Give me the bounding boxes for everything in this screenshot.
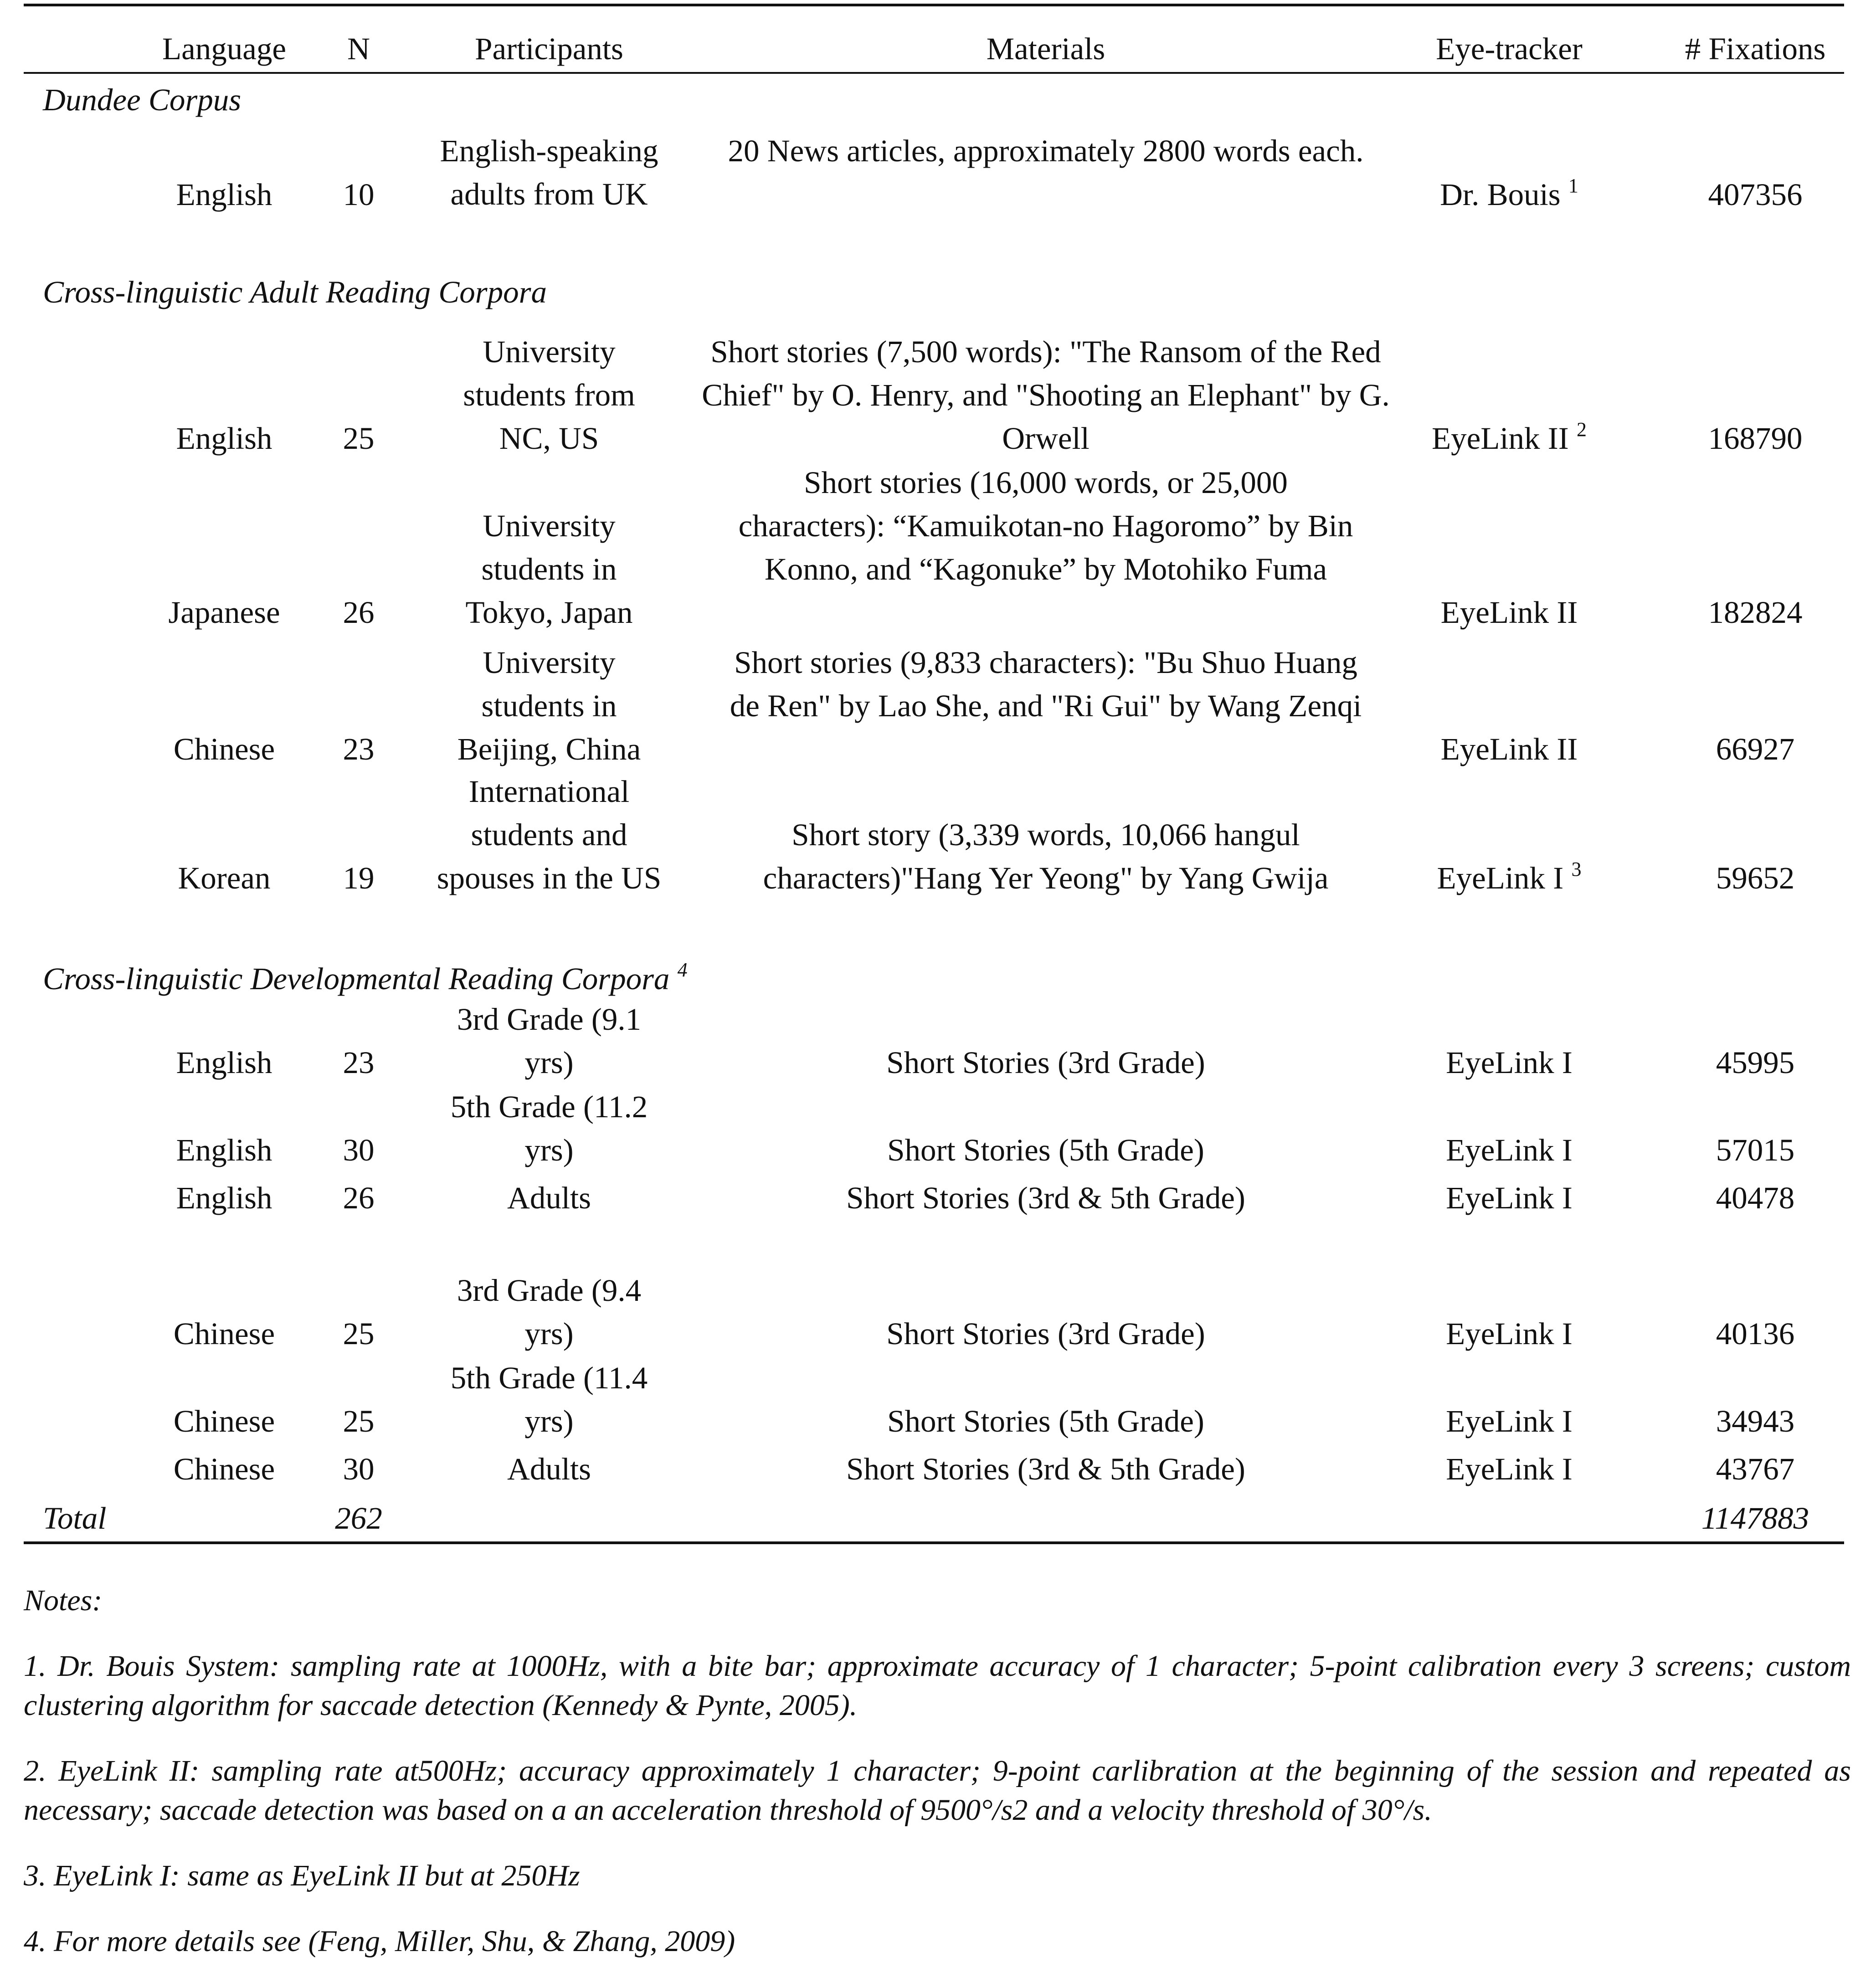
table-notes — [24, 1581, 1851, 1961]
cell-language: English — [176, 1133, 272, 1167]
cell-n: 25 — [343, 1404, 375, 1438]
cell-materials: Short Stories (3rd Grade) — [886, 1045, 1205, 1080]
cell-materials: Short stories (16,000 words, or 25,000 characters): “Kamuikotan-no Hagoromo” by Bin Konno, and “Kagonuke” by Motohiko Fuma — [738, 465, 1353, 586]
cell-eye-tracker: EyeLink I — [1446, 1133, 1573, 1167]
eye-tracker-footnote: 1 — [1568, 175, 1578, 197]
cell-materials: Short stories (7,500 words): "The Ransom of the Red Chief" by O. Henry, and "Shooting an Elephant" by G. Orwell — [702, 334, 1390, 456]
cell-eye-tracker: EyeLink I — [1446, 1316, 1573, 1351]
header-fixations: # Fixations — [1685, 31, 1826, 66]
cell-participants: University students in Beijing, China — [457, 645, 641, 766]
eye-tracker-footnote: 3 — [1571, 858, 1582, 880]
section-adult-corpora: Cross-linguistic Adult Reading Corpora — [43, 275, 547, 309]
cell-participants: University students in Tokyo, Japan — [465, 508, 633, 630]
cell-language: Chinese — [173, 1452, 275, 1486]
header-n: N — [347, 31, 370, 66]
cell-n: 23 — [343, 732, 375, 766]
cell-n: 26 — [343, 1181, 375, 1215]
cell-participants: 5th Grade (11.2 yrs) — [450, 1089, 648, 1167]
cell-fixations: 57015 — [1716, 1133, 1795, 1167]
cell-participants: English-speaking adults from UK — [440, 134, 658, 211]
header-participants: Participants — [475, 31, 623, 66]
cell-language: Chinese — [173, 732, 275, 766]
cell-participants: Adults — [507, 1452, 591, 1486]
eye-tracker-label: EyeLink I — [1437, 861, 1564, 895]
cell-n: 23 — [343, 1045, 375, 1080]
cell-eye-tracker: EyeLink I — [1446, 1404, 1573, 1438]
cell-materials: Short Stories (5th Grade) — [887, 1404, 1204, 1438]
cell-language: Japanese — [168, 595, 280, 630]
cell-materials: Short stories (9,833 characters): "Bu Shuo Huang de Ren" by Lao She, and "Ri Gui" by Wang Zenqi — [730, 645, 1362, 723]
eye-tracker-label: Dr. Bouis — [1440, 177, 1561, 212]
cell-materials: Short Stories (3rd Grade) — [886, 1316, 1205, 1351]
note-item: 1. Dr. Bouis System: sampling rate at 1000Hz, with a bite bar; approximate accuracy of 1 character; 5-point calibration every 3 screens; custom clustering algorithm for saccade detection (Kennedy & Pynte, 2005). — [24, 1649, 1851, 1722]
cell-eye-tracker: EyeLink II — [1440, 595, 1578, 630]
cell-participants: University students from NC, US — [463, 334, 635, 456]
table-top-rule — [24, 4, 1844, 6]
eye-tracker-footnote: 2 — [1577, 418, 1587, 441]
cell-n: 19 — [343, 861, 375, 895]
cell-fixations: 66927 — [1716, 732, 1795, 766]
cell-materials: Short story (3,339 words, 10,066 hangul characters)"Hang Yer Yeong" by Yang Gwija — [763, 817, 1329, 895]
header-eye-tracker: Eye-tracker — [1436, 31, 1583, 66]
cell-materials: Short Stories (3rd & 5th Grade) — [846, 1181, 1245, 1215]
cell-n: 26 — [343, 595, 375, 630]
section-dundee-corpus: Dundee Corpus — [43, 82, 242, 117]
corpus-table — [24, 0, 1844, 1549]
section-developmental-label: Cross-linguistic Developmental Reading Corpora — [43, 961, 670, 996]
cell-n: 30 — [343, 1452, 375, 1486]
cell-eye-tracker: EyeLink II — [1440, 732, 1578, 766]
header-language: Language — [162, 31, 287, 66]
cell-participants: 5th Grade (11.4 yrs) — [450, 1361, 648, 1438]
cell-n: 25 — [343, 1316, 375, 1351]
cell-language: Chinese — [173, 1316, 275, 1351]
section-developmental-corpora — [43, 957, 688, 1001]
cell-eye-tracker — [1395, 417, 1623, 460]
total-n: 262 — [335, 1501, 382, 1536]
header-materials: Materials — [986, 31, 1105, 66]
total-fixations: 1147883 — [1701, 1501, 1809, 1536]
cell-language: English — [176, 1045, 272, 1080]
cell-language: Chinese — [173, 1404, 275, 1438]
cell-fixations: 168790 — [1708, 421, 1803, 456]
cell-materials: Short Stories (3rd & 5th Grade) — [846, 1452, 1245, 1486]
cell-eye-tracker: EyeLink I — [1446, 1452, 1573, 1486]
note-item: 3. EyeLink I: same as EyeLink II but at 250Hz — [24, 1859, 580, 1892]
cell-fixations: 407356 — [1708, 177, 1803, 212]
cell-n: 30 — [343, 1133, 375, 1167]
total-label: Total — [43, 1501, 107, 1536]
cell-language: English — [176, 177, 272, 212]
cell-materials: 20 News articles, approximately 2800 words each. — [728, 134, 1364, 168]
cell-fixations: 59652 — [1716, 861, 1795, 895]
cell-participants: 3rd Grade (9.4 yrs) — [457, 1273, 642, 1351]
cell-participants: 3rd Grade (9.1 yrs) — [457, 1002, 642, 1080]
cell-eye-tracker: EyeLink I — [1446, 1045, 1573, 1080]
note-item: 2. EyeLink II: sampling rate at500Hz; accuracy approximately 1 character; 9-point carlibration at the beginning of the session and repeated as necessary; saccade detection was based on a an acceleration threshold of 9500°/s2 and a velocity threshold of 30°/s. — [24, 1754, 1851, 1827]
cell-fixations: 34943 — [1716, 1404, 1795, 1438]
table-bottom-rule — [24, 1541, 1844, 1544]
cell-materials: Short Stories (5th Grade) — [887, 1133, 1204, 1167]
cell-eye-tracker — [1395, 173, 1623, 216]
eye-tracker-label: EyeLink II — [1431, 421, 1569, 456]
cell-fixations: 40136 — [1716, 1316, 1795, 1351]
cell-language: English — [176, 421, 272, 456]
cell-n: 25 — [343, 421, 375, 456]
cell-fixations: 45995 — [1716, 1045, 1795, 1080]
table-header-rule — [24, 72, 1844, 74]
cell-eye-tracker: EyeLink I — [1446, 1181, 1573, 1215]
cell-language: English — [176, 1181, 272, 1215]
cell-n: 10 — [343, 177, 375, 212]
notes-title: Notes: — [24, 1584, 103, 1617]
cell-fixations: 40478 — [1716, 1181, 1795, 1215]
cell-participants: Adults — [507, 1181, 591, 1215]
cell-fixations: 43767 — [1716, 1452, 1795, 1486]
section-developmental-footnote: 4 — [677, 959, 688, 981]
note-item: 4. For more details see (Feng, Miller, Shu, & Zhang, 2009) — [24, 1925, 735, 1958]
cell-language: Korean — [178, 861, 271, 895]
cell-eye-tracker — [1395, 857, 1623, 900]
cell-fixations: 182824 — [1708, 595, 1803, 630]
cell-participants: International students and spouses in the US — [437, 774, 662, 895]
